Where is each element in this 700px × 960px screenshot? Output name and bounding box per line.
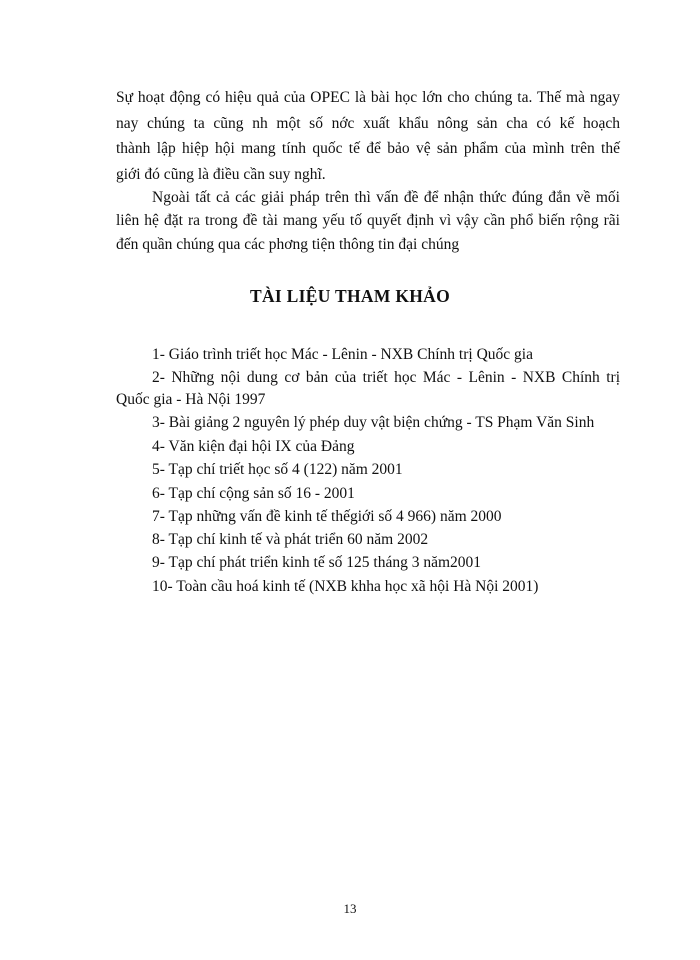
- reference-item: 10- Toàn cầu hoá kinh tế (NXB khha học xã hội Hà Nội 2001): [152, 578, 539, 595]
- reference-item: 4- Văn kiện đại hội IX của Đảng: [152, 438, 355, 455]
- paragraph-line: giới đó cũng là điều cần suy nghĩ.: [116, 166, 326, 183]
- reference-item: 5- Tạp chí triết học số 4 (122) năm 2001: [152, 461, 403, 478]
- reference-item: 3- Bài giảng 2 nguyên lý phép duy vật biện chứng - TS Phạm Văn Sinh: [152, 414, 595, 431]
- paragraph-line: Sự hoạt động có hiệu quả của OPEC là bài học lớn cho chúng ta. Thế mà ngay: [116, 89, 620, 106]
- paragraph-line: liên hệ đặt ra trong đề tài mang yếu tố quyết định vì vậy cần phổ biến rộng rãi: [116, 212, 620, 229]
- references-title: TÀI LIỆU THAM KHẢO: [249, 286, 451, 306]
- paragraph-line: đến quần chúng qua các phơng tiện thông tin đại chúng: [116, 236, 460, 253]
- reference-item: 7- Tạp những vấn đề kinh tế thếgiới số 4 966) năm 2000: [152, 508, 502, 525]
- reference-item: 1- Giáo trình triết học Mác - Lênin - NXB Chính trị Quốc gia: [152, 346, 533, 363]
- page-number: 13: [343, 901, 357, 916]
- reference-item: 2- Những nội dung cơ bản của triết học Mác - Lênin - NXB Chính trị: [152, 369, 620, 386]
- reference-item: 8- Tạp chí kinh tế và phát triển 60 năm 2002: [152, 531, 429, 548]
- reference-item: Quốc gia - Hà Nội 1997: [116, 391, 266, 408]
- paragraph-line: thành lập hiệp hội mang tính quốc tế để bảo vệ sản phẩm của mình trên thế: [116, 140, 620, 157]
- reference-item: 6- Tạp chí cộng sản số 16 - 2001: [152, 485, 355, 502]
- paragraph-line: nay chúng ta cũng nh một số nớc xuất khẩu nông sản cha có kế hoạch: [116, 115, 620, 132]
- paragraph-line: Ngoài tất cả các giải pháp trên thì vấn đề để nhận thức đúng đắn về mối: [152, 189, 620, 206]
- reference-item: 9- Tạp chí phát triển kinh tế số 125 tháng 3 năm2001: [152, 554, 482, 571]
